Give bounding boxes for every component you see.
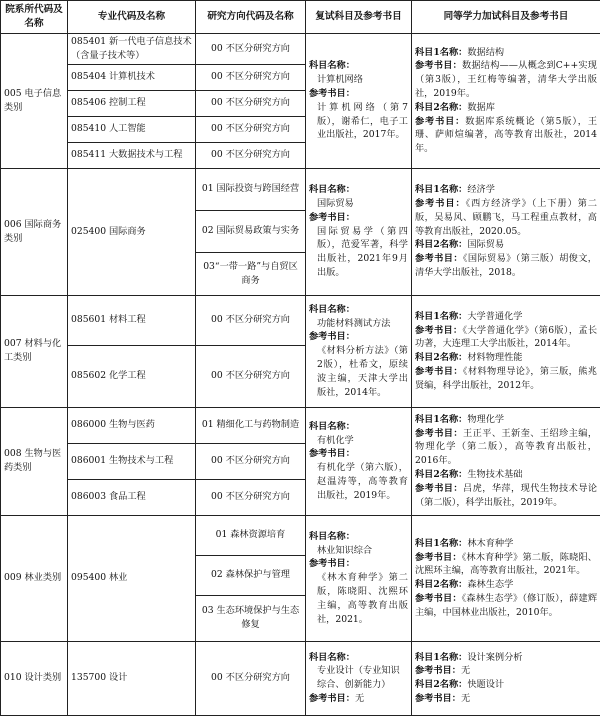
extra1-books: 无	[461, 665, 470, 676]
extra1-books-label: 参考书目：	[415, 428, 463, 439]
extra2-books-label: 参考书目：	[415, 253, 463, 264]
extra1-books-label: 参考书目：	[415, 552, 462, 563]
major-cell: 085411 大数据技术与工程	[68, 142, 196, 168]
extra1-books: 《大学普通化学》（第6版），孟长功著，大连理工大学出版社，2014年。	[415, 325, 597, 350]
major-cell: 085401 新一代电子信息技术（含量子技术等）	[68, 34, 196, 65]
retest-books: 国际贸易学（第四版），范爱军著，科学出版社，2021年9月出版。	[309, 225, 408, 280]
direction-cell: 02 森林保护与管理	[196, 555, 306, 595]
header-major: 专业代码及名称	[68, 1, 196, 34]
retest-subject: 功能材料测试方法	[309, 317, 408, 331]
extra2-label: 科目2名称：	[415, 239, 467, 250]
extra-cell	[412, 407, 600, 515]
extra-cell	[412, 641, 600, 715]
extra1-books: 数据结构——从概念到C++实现（第3版），王红梅等编著，清华大学出版社，2019年。	[415, 60, 597, 99]
extra1-books-label: 参考书目：	[415, 60, 462, 71]
extra2-books: 《国际贸易》（第三版）胡俊文，清华大学出版社，2018。	[415, 253, 597, 278]
extra1-label: 科目1名称：	[415, 47, 467, 58]
retest-subject: 计算机网络	[309, 73, 408, 87]
retest-subject: 国际贸易	[309, 197, 408, 211]
direction-cell: 03“一带一路”与自贸区商务	[196, 252, 306, 295]
college-cell: 010 设计类别	[1, 641, 68, 715]
major-cell: 085601 材料工程	[68, 295, 196, 345]
table-row	[1, 641, 600, 715]
college-cell: 009 林业类别	[1, 515, 68, 641]
retest-books-label: 参考书目：	[309, 212, 355, 223]
extra2-books-label: 参考书目：	[415, 366, 463, 377]
major-cell: 086000 生物与医药	[68, 407, 196, 443]
extra1-subject: 设计案例分析	[467, 652, 522, 663]
direction-cell: 00 不区分研究方向	[196, 90, 306, 116]
extra-cell	[412, 34, 600, 169]
retest-cell	[306, 641, 412, 715]
major-cell: 025400 国际商务	[68, 168, 196, 295]
retest-subject-label: 科目名称：	[309, 531, 355, 542]
extra2-books-label: 参考书目：	[415, 483, 463, 494]
extra1-subject: 数据结构	[467, 47, 504, 58]
extra2-subject: 生物技术基础	[467, 469, 522, 480]
extra2-books: 吕虎，华萍，现代生物技术导论（第二版），科学出版社，2019年。	[415, 483, 597, 508]
retest-books: 《材料分析方法》（第2版），杜希文，原续波主编，天津大学出版社，2014年。	[309, 344, 408, 399]
extra2-books: 无	[461, 693, 470, 704]
table-row	[1, 407, 600, 443]
major-cell: 085406 控制工程	[68, 90, 196, 116]
college-cell: 007 材料与化工类别	[1, 295, 68, 407]
major-cell: 135700 设计	[68, 641, 196, 715]
direction-cell: 01 森林资源培育	[196, 515, 306, 555]
retest-books-label: 参考书目：	[309, 88, 355, 99]
extra2-label: 科目2名称：	[415, 469, 467, 480]
extra2-books-label: 参考书目：	[415, 593, 462, 604]
header-college: 院系所代码及名称	[1, 1, 68, 34]
major-cell: 086001 生物技术与工程	[68, 443, 196, 479]
retest-subject-label: 科目名称：	[309, 60, 355, 71]
extra1-label: 科目1名称：	[415, 652, 467, 663]
extra2-label: 科目2名称：	[415, 102, 467, 113]
extra1-subject: 物理化学	[467, 414, 504, 425]
table-row	[1, 168, 600, 210]
retest-subject: 专业设计（专业知识综合、创新能力）	[309, 664, 408, 692]
major-cell: 085404 计算机技术	[68, 64, 196, 90]
retest-subject: 有机化学	[309, 434, 408, 448]
direction-cell: 00 不区分研究方向	[196, 34, 306, 65]
retest-subject-label: 科目名称：	[309, 184, 355, 195]
header-direction: 研究方向代码及名称	[196, 1, 306, 34]
extra1-books: 王正平、王新奎、王绍珍主编，物理化学（第二版），高等教育出版社，2016年。	[415, 428, 597, 467]
extra2-subject: 材料物理性能	[467, 352, 522, 363]
retest-cell	[306, 34, 412, 169]
extra1-label: 科目1名称：	[415, 538, 467, 549]
retest-cell	[306, 168, 412, 295]
extra2-books: 《材料物理导论》，第三版，熊兆贤编，科学出版社，2012年。	[415, 366, 597, 391]
retest-books: 《林木育种学》第二版，陈晓阳、沈熙环主编，高等教育出版社，2021。	[309, 571, 408, 626]
extra1-subject: 大学普通化学	[467, 311, 522, 322]
major-cell: 085602 化学工程	[68, 345, 196, 407]
extra1-books-label: 参考书目：	[415, 198, 466, 209]
college-cell: 006 国际商务类别	[1, 168, 68, 295]
direction-cell: 00 不区分研究方向	[196, 345, 306, 407]
retest-books: 有机化学（第六版），赵温涛等，高等教育出版社，2019年。	[309, 461, 408, 502]
direction-cell: 02 国际贸易政策与实务	[196, 210, 306, 252]
table-row	[1, 295, 600, 345]
extra2-books-label: 参考书目：	[415, 116, 465, 127]
header-row	[1, 1, 600, 34]
extra1-books-label: 参考书目：	[415, 665, 461, 676]
retest-subject-label: 科目名称：	[309, 652, 355, 663]
extra2-subject: 快题设计	[467, 679, 504, 690]
extra2-books: 《森林生态学》（修订版），薛建辉主编，中国林业出版社，2010年。	[415, 593, 597, 618]
retest-cell	[306, 407, 412, 515]
direction-cell: 00 不区分研究方向	[196, 295, 306, 345]
extra-cell	[412, 515, 600, 641]
retest-books-label: 参考书目：	[309, 693, 355, 704]
extra2-subject: 森林生态学	[467, 579, 513, 590]
direction-cell: 01 精细化工与药物制造	[196, 407, 306, 443]
retest-subject-label: 科目名称：	[309, 304, 355, 315]
retest-books: 计算机网络（第7版），谢希仁，电子工业出版社，2017年。	[309, 101, 408, 142]
college-cell: 008 生物与医药类别	[1, 407, 68, 515]
direction-cell: 00 不区分研究方向	[196, 142, 306, 168]
extra1-label: 科目1名称：	[415, 311, 467, 322]
table-row	[1, 34, 600, 65]
extra2-label: 科目2名称：	[415, 679, 467, 690]
major-cell: 086003 食品工程	[68, 479, 196, 515]
retest-subject: 林业知识综合	[309, 544, 408, 558]
extra2-label: 科目2名称：	[415, 579, 467, 590]
extra1-subject: 经济学	[467, 184, 495, 195]
retest-cell	[306, 515, 412, 641]
retest-books-label: 参考书目：	[309, 331, 355, 342]
extra2-books-label: 参考书目：	[415, 693, 461, 704]
extra1-books: 《林木育种学》第二版，陈晓阳、沈熙环主编，高等教育出版社，2021年。	[415, 552, 597, 577]
retest-books: 无	[355, 693, 364, 704]
direction-cell: 00 不区分研究方向	[196, 641, 306, 715]
extra1-label: 科目1名称：	[415, 414, 467, 425]
direction-cell: 01 国际投资与跨国经营	[196, 168, 306, 210]
retest-books-label: 参考书目：	[309, 558, 355, 569]
direction-cell: 03 生态环境保护与生态修复	[196, 595, 306, 641]
major-cell: 085410 人工智能	[68, 116, 196, 142]
direction-cell: 00 不区分研究方向	[196, 443, 306, 479]
direction-cell: 00 不区分研究方向	[196, 116, 306, 142]
header-extra: 同等学力加试科目及参考书目	[412, 1, 600, 34]
extra2-subject: 国际贸易	[467, 239, 504, 250]
extra-cell	[412, 295, 600, 407]
retest-books-label: 参考书目：	[309, 448, 355, 459]
direction-cell: 00 不区分研究方向	[196, 479, 306, 515]
retest-subject-label: 科目名称：	[309, 421, 355, 432]
extra1-books-label: 参考书目：	[415, 325, 463, 336]
table-row	[1, 515, 600, 555]
extra1-books: 《西方经济学》（上下册）第二版，吴易风、顾鹏飞，马工程重点教材，高等教育出版社，2020.05。	[415, 198, 597, 237]
extra-cell	[412, 168, 600, 295]
header-retest: 复试科目及参考书目	[306, 1, 412, 34]
extra1-subject: 林木育种学	[467, 538, 513, 549]
extra2-subject: 数据库	[467, 102, 495, 113]
retest-cell	[306, 295, 412, 407]
college-cell: 005 电子信息类别	[1, 34, 68, 169]
extra2-label: 科目2名称：	[415, 352, 467, 363]
direction-cell: 00 不区分研究方向	[196, 64, 306, 90]
extra2-books: 数据库系统概论（第5版），王珊、萨师煊编著，高等教育出版社，2014年。	[415, 116, 597, 155]
major-cell: 095400 林业	[68, 515, 196, 641]
extra1-label: 科目1名称：	[415, 184, 467, 195]
